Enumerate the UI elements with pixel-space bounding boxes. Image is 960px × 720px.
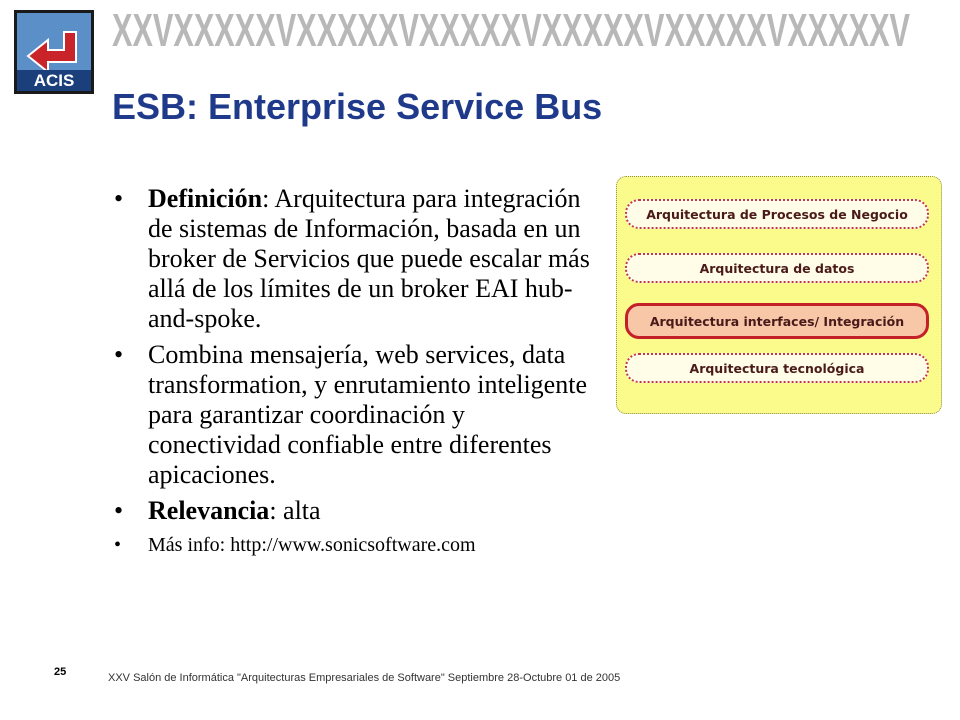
- bullet-text: : alta: [269, 496, 321, 525]
- footer-text: XXV Salón de Informática "Arquitecturas Empresariales de Software" Septiembre 28-Octubre 01 de 2005: [108, 672, 621, 684]
- layer-tecnologica: Arquitectura tecnológica: [625, 353, 929, 383]
- bullet-text: Más info: http://www.sonicsoftware.com: [148, 534, 476, 556]
- bullet-relevancia: [114, 496, 594, 526]
- bullet-combina: [114, 340, 594, 490]
- bullet-keyword: Relevancia: [148, 496, 270, 525]
- architecture-layers-panel: [616, 176, 942, 414]
- svg-text:XXVXXXXXVXXXXXVXXXXXVXXXXXVXXX: XXVXXXXXVXXXXXVXXXXXVXXXXXVXXXXXVXXXXXV: [112, 4, 911, 54]
- layer-interfaces-integracion: Arquitectura interfaces/ Integración: [625, 303, 929, 339]
- bullet-definicion: [114, 184, 594, 334]
- slide-title: ESB: Enterprise Service Bus: [112, 86, 603, 127]
- slide-number: 25: [54, 666, 67, 678]
- layer-datos: Arquitectura de datos: [625, 253, 929, 283]
- header-banner: [112, 4, 912, 54]
- bullet-list: [114, 184, 594, 564]
- bullet-keyword: Definición: [148, 184, 263, 213]
- bullet-text: : Arquitectura para integración de sistemas de Información, basada en un broker de Servicios que puede escalar más allá de los límites de un broker EAI hub-and-spoke.: [148, 184, 590, 333]
- layer-procesos-negocio: Arquitectura de Procesos de Negocio: [625, 199, 929, 229]
- svg-text:ACIS: ACIS: [33, 71, 75, 90]
- acis-logo: [14, 10, 94, 94]
- bullet-text: Combina mensajería, web services, data transformation, y enrutamiento inteligente para garantizar coordinación y conectividad confiable entre diferentes apicaciones.: [148, 340, 587, 489]
- bullet-mas-info: [114, 532, 594, 558]
